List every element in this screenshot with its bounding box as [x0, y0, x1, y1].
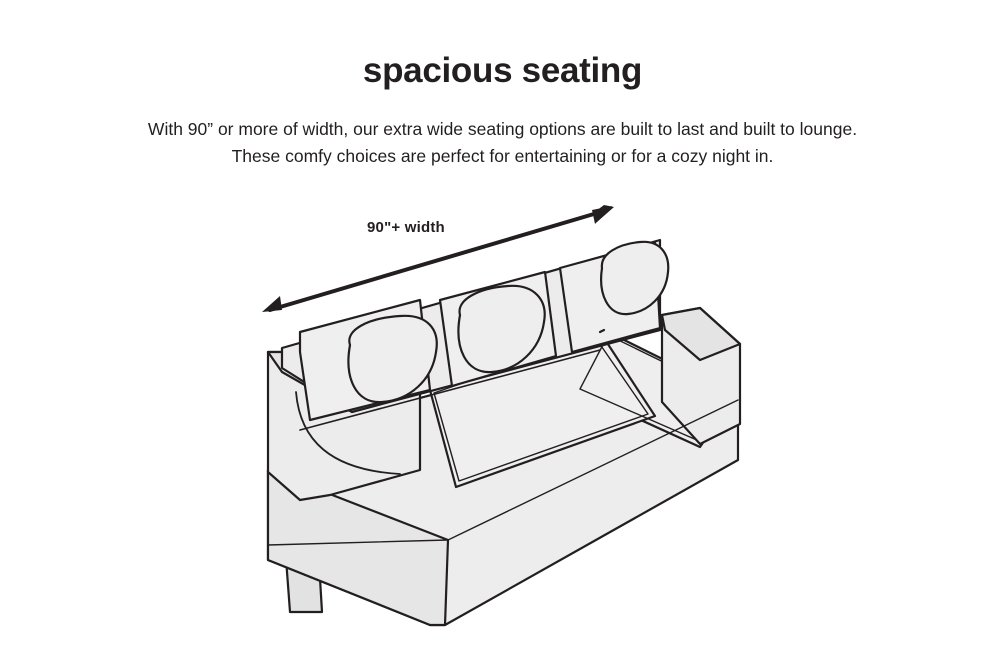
- dimension-label: 90"+ width: [367, 219, 445, 236]
- page-title: spacious seating: [362, 51, 643, 90]
- subtitle-line-2: These comfy choices are perfect for entertaining or for a cozy night in.: [231, 146, 774, 167]
- subtitle-line-1: With 90” or more of width, our extra wide seating options are built to last and built to lounge.: [147, 119, 858, 139]
- sofa-drawing: [268, 240, 740, 625]
